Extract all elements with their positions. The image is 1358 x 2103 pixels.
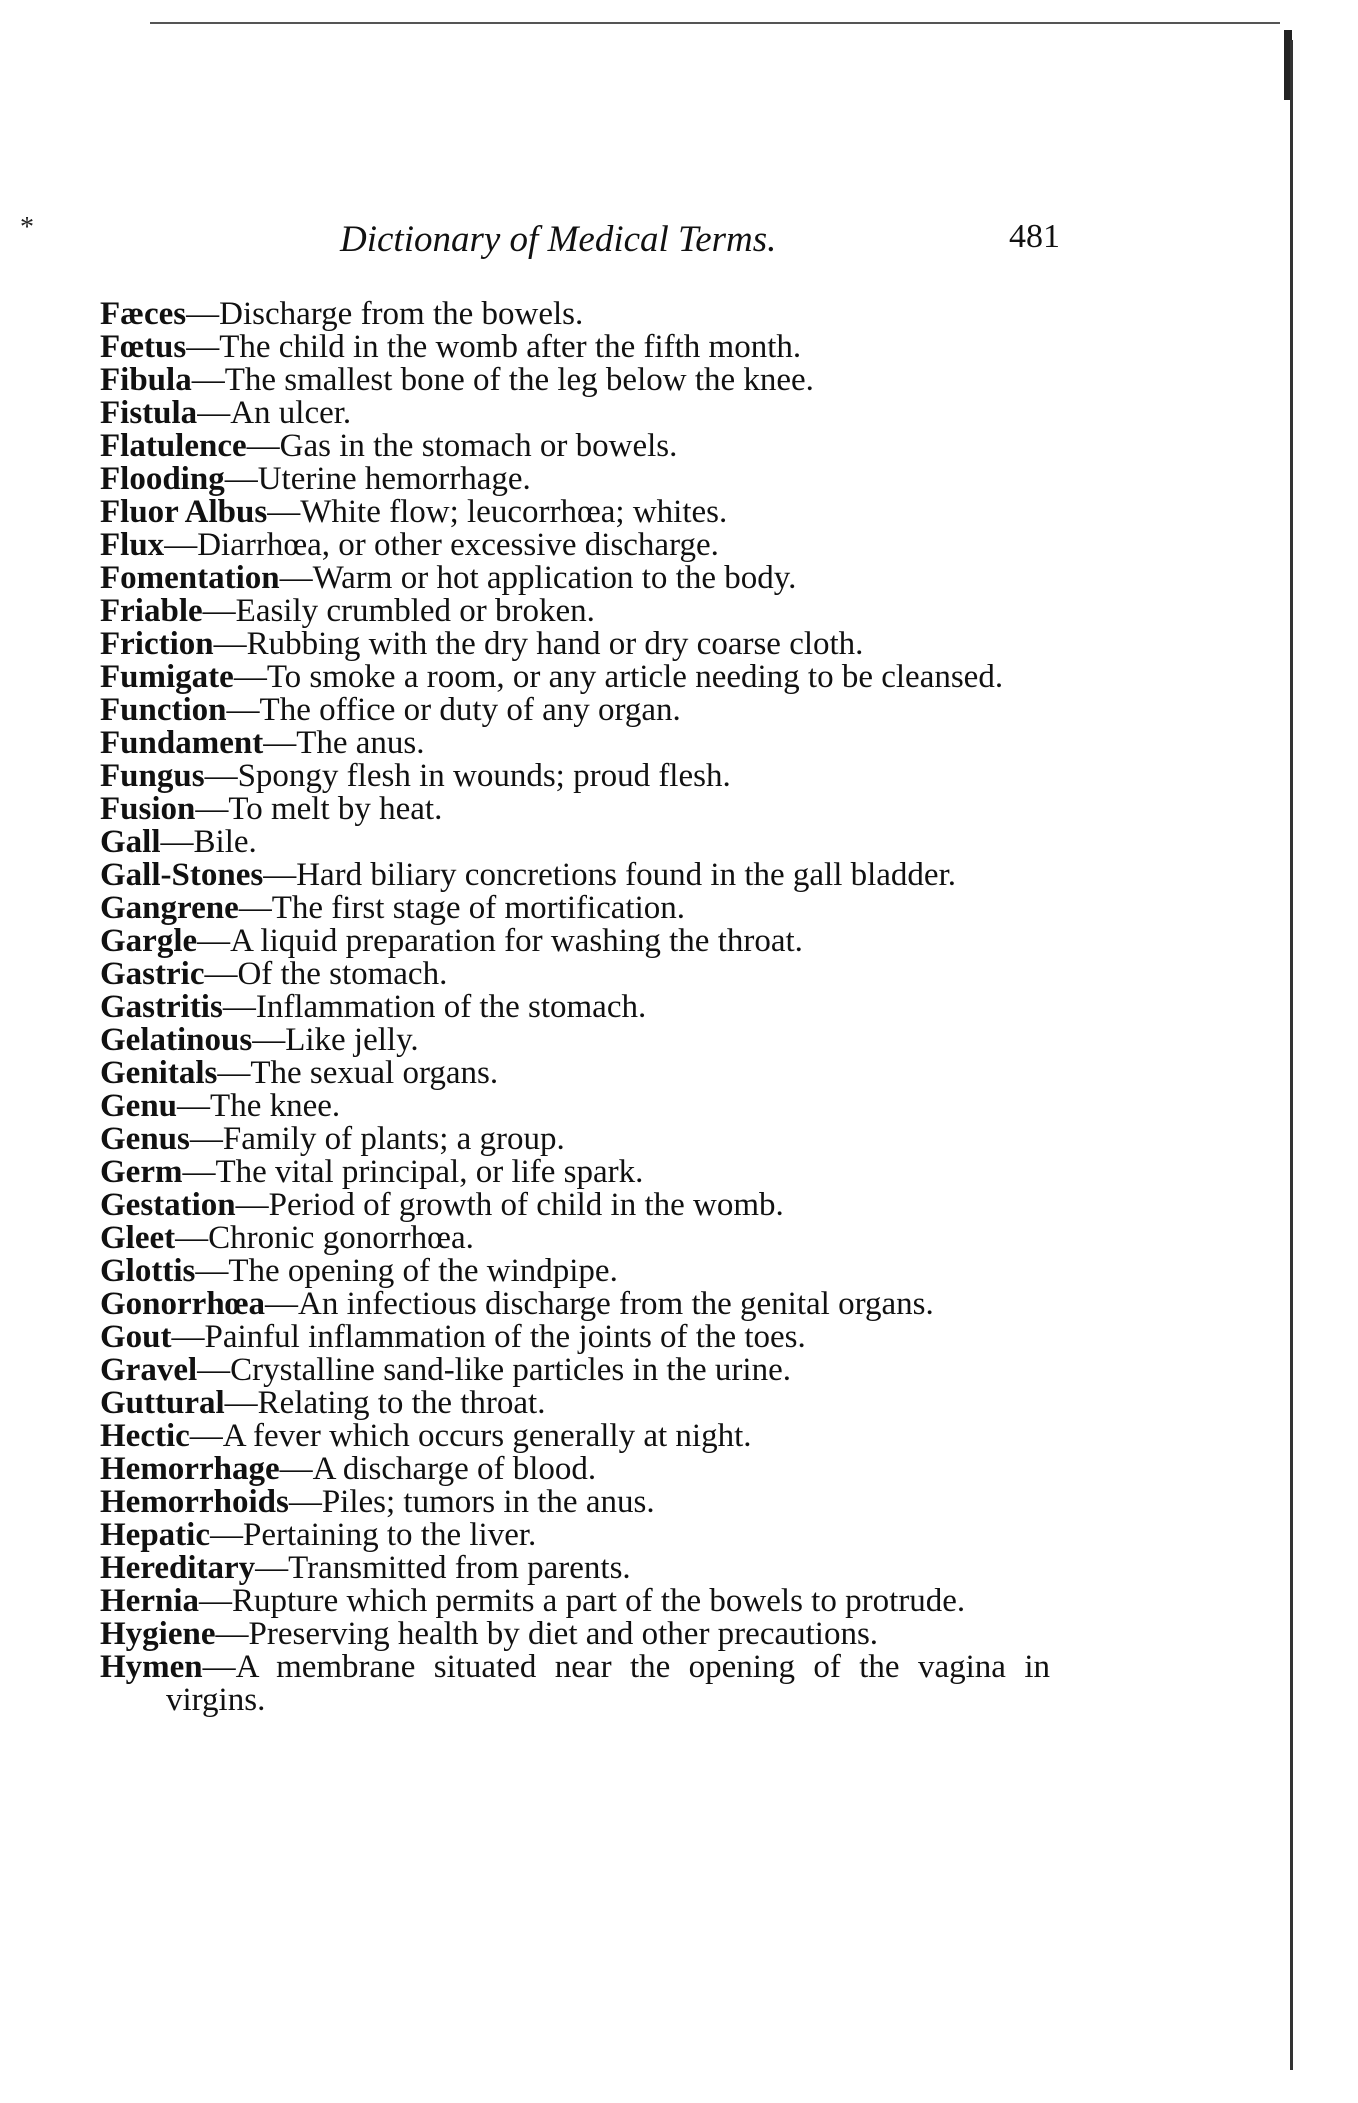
dictionary-entry bbox=[100, 1651, 1050, 1717]
entry-dash: — bbox=[195, 791, 229, 827]
entry-dash: — bbox=[197, 395, 231, 431]
entry-dash: — bbox=[177, 1088, 211, 1124]
entry-term: Gastric bbox=[100, 956, 205, 992]
dictionary-entry bbox=[100, 496, 1050, 529]
dictionary-entry bbox=[100, 529, 1050, 562]
dictionary-entry bbox=[100, 1321, 1050, 1354]
entry-definition: Rupture which permits a part of the bowels to protrude. bbox=[231, 1583, 966, 1619]
entry-definition: Period of growth of child in the womb. bbox=[268, 1187, 784, 1223]
entry-term: Glottis bbox=[100, 1253, 196, 1289]
entry-term: Friable bbox=[100, 593, 203, 629]
dictionary-entry bbox=[100, 1453, 1050, 1486]
entry-dash: — bbox=[202, 1649, 236, 1685]
entry-term: Fundament bbox=[100, 725, 264, 761]
entry-definition: Gas in the stomach or bowels. bbox=[279, 428, 678, 464]
entry-dash: — bbox=[202, 593, 236, 629]
running-title: Dictionary of Medical Terms. bbox=[340, 219, 777, 260]
page-number: 481 bbox=[1009, 218, 1060, 255]
entry-definition: An infectious discharge from the genital organs. bbox=[298, 1286, 934, 1322]
entry-definition: Preserving health by diet and other precautions. bbox=[248, 1616, 879, 1652]
entry-definition: Of the stomach. bbox=[237, 956, 448, 992]
entry-term: Fistula bbox=[100, 395, 198, 431]
dictionary-entry bbox=[100, 298, 1050, 331]
entry-dash: — bbox=[222, 989, 256, 1025]
entry-definition: Discharge from the bowels. bbox=[219, 296, 584, 332]
entry-definition: Easily crumbled or broken. bbox=[235, 593, 595, 629]
entry-term: Gonorrhœa bbox=[100, 1286, 265, 1322]
entry-term: Function bbox=[100, 692, 227, 728]
dictionary-entry bbox=[100, 1189, 1050, 1222]
entry-term: Guttural bbox=[100, 1385, 225, 1421]
entry-term: Gangrene bbox=[100, 890, 239, 926]
right-border-rule bbox=[1290, 40, 1293, 2070]
entry-term: Hymen bbox=[100, 1649, 203, 1685]
entry-definition: Painful inflammation of the joints of the toes. bbox=[204, 1319, 806, 1355]
entry-definition: Uterine hemorrhage. bbox=[257, 461, 531, 497]
entry-term: Friction bbox=[100, 626, 214, 662]
dictionary-entry bbox=[100, 793, 1050, 826]
entry-dash: — bbox=[204, 758, 238, 794]
entry-term: Hepatic bbox=[100, 1517, 210, 1553]
dictionary-entry bbox=[100, 1024, 1050, 1057]
entry-dash: — bbox=[189, 1418, 223, 1454]
entry-dash: — bbox=[213, 626, 247, 662]
dictionary-entry bbox=[100, 1420, 1050, 1453]
entry-dash: — bbox=[224, 1385, 258, 1421]
dictionary-entry bbox=[100, 1618, 1050, 1651]
entry-term: Gargle bbox=[100, 923, 198, 959]
entry-dash: — bbox=[186, 329, 220, 365]
page-header bbox=[340, 218, 1060, 268]
dictionary-entry bbox=[100, 859, 1050, 892]
entry-definition: Hard biliary concretions found in the gall bladder. bbox=[296, 857, 956, 893]
dictionary-entry bbox=[100, 727, 1050, 760]
entry-definition: Crystalline sand-like particles in the urine. bbox=[230, 1352, 791, 1388]
dictionary-entry bbox=[100, 1255, 1050, 1288]
dictionary-entry bbox=[100, 892, 1050, 925]
dictionary-entry bbox=[100, 364, 1050, 397]
top-border-rule bbox=[150, 22, 1280, 24]
entry-dash: — bbox=[263, 725, 297, 761]
entry-term: Flooding bbox=[100, 461, 225, 497]
entry-definition: The smallest bone of the leg below the knee. bbox=[224, 362, 814, 398]
entry-term: Flux bbox=[100, 527, 165, 563]
entry-definition: The sexual organs. bbox=[250, 1055, 499, 1091]
entry-term: Fœtus bbox=[100, 329, 187, 365]
dictionary-entry bbox=[100, 991, 1050, 1024]
entry-definition: A discharge of blood. bbox=[312, 1451, 597, 1487]
dictionary-entry bbox=[100, 430, 1050, 463]
dictionary-entries bbox=[100, 298, 1050, 1717]
entry-definition: The child in the womb after the fifth month. bbox=[219, 329, 802, 365]
dictionary-entry bbox=[100, 397, 1050, 430]
entry-definition: The knee. bbox=[210, 1088, 341, 1124]
entry-dash: — bbox=[189, 1121, 223, 1157]
dictionary-entry bbox=[100, 1552, 1050, 1585]
entry-definition: The anus. bbox=[296, 725, 425, 761]
entry-definition: An ulcer. bbox=[230, 395, 352, 431]
entry-term: Gleet bbox=[100, 1220, 176, 1256]
entry-dash: — bbox=[255, 1550, 289, 1586]
entry-term: Gravel bbox=[100, 1352, 198, 1388]
entry-dash: — bbox=[191, 362, 225, 398]
dictionary-entry bbox=[100, 628, 1050, 661]
entry-definition: Piles; tumors in the anus. bbox=[321, 1484, 655, 1520]
entry-dash: — bbox=[175, 1220, 209, 1256]
entry-term: Gout bbox=[100, 1319, 172, 1355]
entry-dash: — bbox=[197, 923, 231, 959]
entry-definition: Spongy flesh in wounds; proud flesh. bbox=[237, 758, 731, 794]
dictionary-entry bbox=[100, 595, 1050, 628]
entry-dash: — bbox=[215, 1616, 249, 1652]
entry-term: Germ bbox=[100, 1154, 183, 1190]
entry-dash: — bbox=[238, 890, 272, 926]
entry-definition: Bile. bbox=[193, 824, 257, 860]
entry-definition: Family of plants; a group. bbox=[222, 1121, 565, 1157]
entry-definition: White flow; leucorrhœa; whites. bbox=[300, 494, 728, 530]
entry-definition: To smoke a room, or any article needing to be cleansed. bbox=[266, 659, 1004, 695]
dictionary-entry bbox=[100, 1222, 1050, 1255]
entry-dash: — bbox=[164, 527, 198, 563]
dictionary-entry bbox=[100, 331, 1050, 364]
entry-definition: The vital principal, or life spark. bbox=[215, 1154, 644, 1190]
entry-dash: — bbox=[198, 1583, 232, 1619]
entry-term: Hereditary bbox=[100, 1550, 256, 1586]
entry-definition: A liquid preparation for washing the throat. bbox=[230, 923, 803, 959]
dictionary-entry bbox=[100, 760, 1050, 793]
entry-term: Gall bbox=[100, 824, 161, 860]
entry-definition: Like jelly. bbox=[285, 1022, 419, 1058]
entry-term: Fumigate bbox=[100, 659, 234, 695]
entry-dash: — bbox=[288, 1484, 322, 1520]
entry-definition: Pertaining to the liver. bbox=[242, 1517, 537, 1553]
entry-dash: — bbox=[195, 1253, 229, 1289]
entry-dash: — bbox=[197, 1352, 231, 1388]
entry-dash: — bbox=[226, 692, 260, 728]
entry-term: Gelatinous bbox=[100, 1022, 253, 1058]
entry-term: Gestation bbox=[100, 1187, 236, 1223]
entry-dash: — bbox=[217, 1055, 251, 1091]
entry-definition: Diarrhœa, or other excessive discharge. bbox=[197, 527, 719, 563]
dictionary-entry bbox=[100, 694, 1050, 727]
dictionary-entry bbox=[100, 925, 1050, 958]
dictionary-entry bbox=[100, 562, 1050, 595]
entry-definition: Relating to the throat. bbox=[257, 1385, 546, 1421]
entry-dash: — bbox=[279, 560, 313, 596]
entry-dash: — bbox=[235, 1187, 269, 1223]
entry-dash: — bbox=[160, 824, 194, 860]
entry-definition: The opening of the windpipe. bbox=[228, 1253, 618, 1289]
entry-dash: — bbox=[224, 461, 258, 497]
entry-term: Flatulence bbox=[100, 428, 247, 464]
dictionary-entry bbox=[100, 1090, 1050, 1123]
dictionary-entry bbox=[100, 1354, 1050, 1387]
dictionary-entry bbox=[100, 1123, 1050, 1156]
entry-definition: A membrane situated near the opening of the vagina in virgins. bbox=[166, 1649, 1050, 1718]
entry-dash: — bbox=[182, 1154, 216, 1190]
entry-term: Fomentation bbox=[100, 560, 280, 596]
dictionary-entry bbox=[100, 1585, 1050, 1618]
entry-dash: — bbox=[233, 659, 267, 695]
dictionary-entry bbox=[100, 958, 1050, 991]
entry-term: Hygiene bbox=[100, 1616, 216, 1652]
entry-term: Fusion bbox=[100, 791, 196, 827]
dictionary-entry bbox=[100, 1486, 1050, 1519]
entry-dash: — bbox=[252, 1022, 286, 1058]
dictionary-entry bbox=[100, 826, 1050, 859]
entry-dash: — bbox=[267, 494, 301, 530]
dictionary-entry bbox=[100, 463, 1050, 496]
entry-definition: Inflammation of the stomach. bbox=[255, 989, 647, 1025]
entry-term: Genitals bbox=[100, 1055, 218, 1091]
dictionary-entry bbox=[100, 661, 1050, 694]
entry-dash: — bbox=[171, 1319, 205, 1355]
entry-definition: To melt by heat. bbox=[228, 791, 443, 827]
entry-definition: Transmitted from parents. bbox=[288, 1550, 631, 1586]
dictionary-entry bbox=[100, 1519, 1050, 1552]
entry-dash: — bbox=[209, 1517, 243, 1553]
entry-dash: — bbox=[186, 296, 220, 332]
entry-definition: The office or duty of any organ. bbox=[259, 692, 681, 728]
entry-term: Hemorrhage bbox=[100, 1451, 280, 1487]
entry-dash: — bbox=[265, 1286, 298, 1322]
entry-definition: Chronic gonorrhœa. bbox=[208, 1220, 474, 1256]
entry-definition: A fever which occurs generally at night. bbox=[222, 1418, 752, 1454]
dictionary-entry bbox=[100, 1387, 1050, 1420]
entry-term: Hernia bbox=[100, 1583, 199, 1619]
dictionary-entry bbox=[100, 1057, 1050, 1090]
margin-mark: * bbox=[20, 212, 34, 243]
dictionary-entry bbox=[100, 1288, 1050, 1321]
entry-term: Gastritis bbox=[100, 989, 223, 1025]
entry-term: Gall-Stones bbox=[100, 857, 264, 893]
entry-term: Fæces bbox=[100, 296, 187, 332]
entry-term: Fibula bbox=[100, 362, 192, 398]
entry-definition: Rubbing with the dry hand or dry coarse cloth. bbox=[246, 626, 864, 662]
entry-dash: — bbox=[204, 956, 238, 992]
entry-term: Fluor Albus bbox=[100, 494, 268, 530]
entry-term: Hemorrhoids bbox=[100, 1484, 289, 1520]
entry-term: Genus bbox=[100, 1121, 190, 1157]
entry-term: Hectic bbox=[100, 1418, 190, 1454]
entry-term: Fungus bbox=[100, 758, 205, 794]
dictionary-entry bbox=[100, 1156, 1050, 1189]
entry-dash: — bbox=[246, 428, 280, 464]
entry-definition: Warm or hot application to the body. bbox=[312, 560, 797, 596]
entry-term: Genu bbox=[100, 1088, 178, 1124]
entry-dash: — bbox=[279, 1451, 313, 1487]
entry-dash: — bbox=[263, 857, 297, 893]
entry-definition: The first stage of mortification. bbox=[271, 890, 686, 926]
